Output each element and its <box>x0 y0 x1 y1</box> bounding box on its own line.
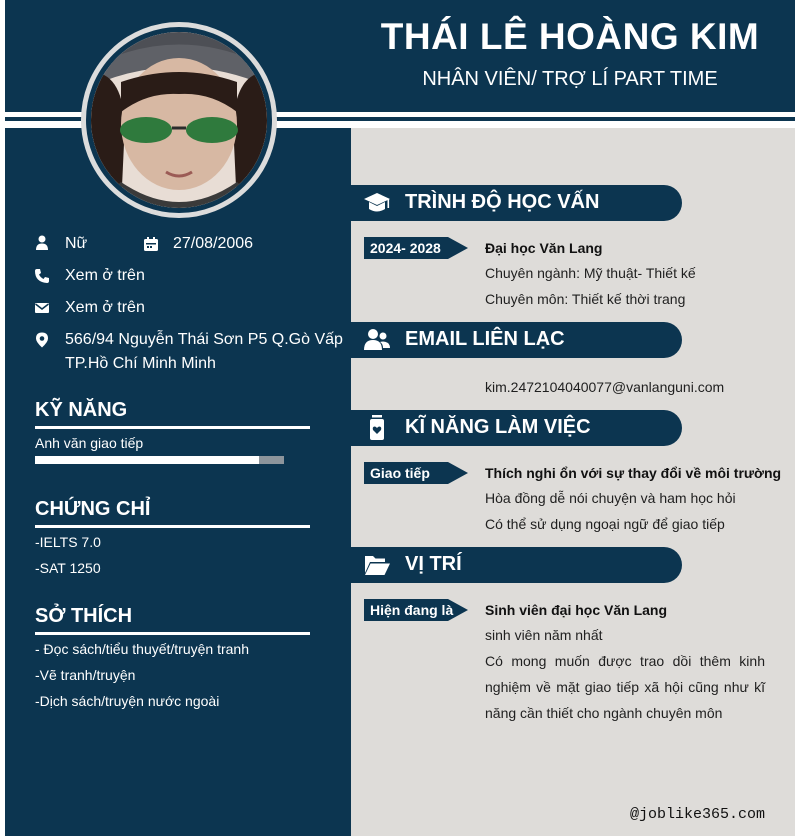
skill-bar-track <box>35 456 284 464</box>
address-line-1: 566/94 Nguyễn Thái Sơn P5 Q.Gò Vấp <box>65 331 343 348</box>
hobby-item: - Đọc sách/tiểu thuyết/truyện tranh <box>35 641 249 657</box>
hobbies-heading: SỞ THÍCH <box>35 605 310 635</box>
work-skills-heading: KĨ NĂNG LÀM VIỆC <box>405 416 591 438</box>
contact-section-header <box>351 322 682 358</box>
skills-heading: KỸ NĂNG <box>35 399 310 429</box>
education-school: Đại học Văn Lang <box>485 240 603 256</box>
position-subtitle: sinh viên năm nhất <box>485 627 603 643</box>
hobby-item: -Vẽ tranh/truyện <box>35 667 136 683</box>
certificates-heading: CHỨNG CHỈ <box>35 498 310 528</box>
folder-open-icon <box>363 552 391 578</box>
calendar-icon <box>143 236 159 252</box>
envelope-icon <box>34 300 50 316</box>
skill-bar-fill <box>35 456 259 464</box>
contact-heading: EMAIL LIÊN LẠC <box>405 328 565 350</box>
position-tag <box>364 599 468 621</box>
education-heading: TRÌNH ĐỘ HỌC VẤN <box>405 191 600 213</box>
phone-value: Xem ở trên <box>65 267 145 284</box>
skill-label: Anh văn giao tiếp <box>35 435 144 451</box>
education-period-tag <box>364 237 468 259</box>
avatar-photo <box>91 32 267 208</box>
address-line-2: TP.Hồ Chí Minh Minh <box>65 355 216 372</box>
location-pin-icon <box>34 332 50 348</box>
phone-icon <box>34 268 50 284</box>
avatar <box>91 32 267 208</box>
work-skills-section-header <box>351 410 682 446</box>
birthday-value: 27/08/2006 <box>173 235 254 252</box>
education-major: Chuyên ngành: Mỹ thuật- Thiết kế <box>485 265 696 281</box>
candidate-title: NHÂN VIÊN/ TRỢ LÍ PART TIME <box>422 68 718 90</box>
users-icon <box>363 327 391 353</box>
resume-page <box>5 0 795 836</box>
contact-email[interactable]: kim.2472104040077@vanlanguni.com <box>485 379 725 395</box>
hobby-item: -Dịch sách/truyện nước ngoài <box>35 693 220 709</box>
position-tag-label: Hiện đang là <box>370 602 454 618</box>
position-description: Có mong muốn được trao dồi thêm kinh nghiệm về mặt giao tiếp xã hội cũng như kĩ năng cần thiết cho ngành chuyên môn <box>485 653 765 721</box>
work-skill-line: Thích nghi ổn với sự thay đổi về môi trường <box>485 465 782 481</box>
gender-value: Nữ <box>65 235 88 252</box>
email-value: Xem ở trên <box>65 299 145 316</box>
work-skills-tag <box>364 462 468 484</box>
certificate-item: -IELTS 7.0 <box>35 534 101 550</box>
work-skill-line: Hòa đồng dễ nói chuyện và ham học hỏi <box>485 490 736 506</box>
user-icon <box>34 235 50 251</box>
education-section-header <box>351 185 682 221</box>
watermark: @joblike365.com <box>629 806 765 823</box>
work-skills-tag-label: Giao tiếp <box>370 465 430 481</box>
position-section-header <box>351 547 682 583</box>
badge-heart-icon <box>363 415 391 441</box>
position-heading: VỊ TRÍ <box>405 553 462 575</box>
education-period: 2024- 2028 <box>370 240 441 256</box>
education-specialty: Chuyên môn: Thiết kế thời trang <box>485 291 686 307</box>
certificate-item: -SAT 1250 <box>35 560 101 576</box>
position-title: Sinh viên đại học Văn Lang <box>485 602 668 618</box>
candidate-name: THÁI LÊ HOÀNG KIM <box>380 16 760 57</box>
work-skill-line: Có thể sử dụng ngoại ngữ để giao tiếp <box>485 516 725 532</box>
graduation-cap-icon <box>363 190 391 216</box>
